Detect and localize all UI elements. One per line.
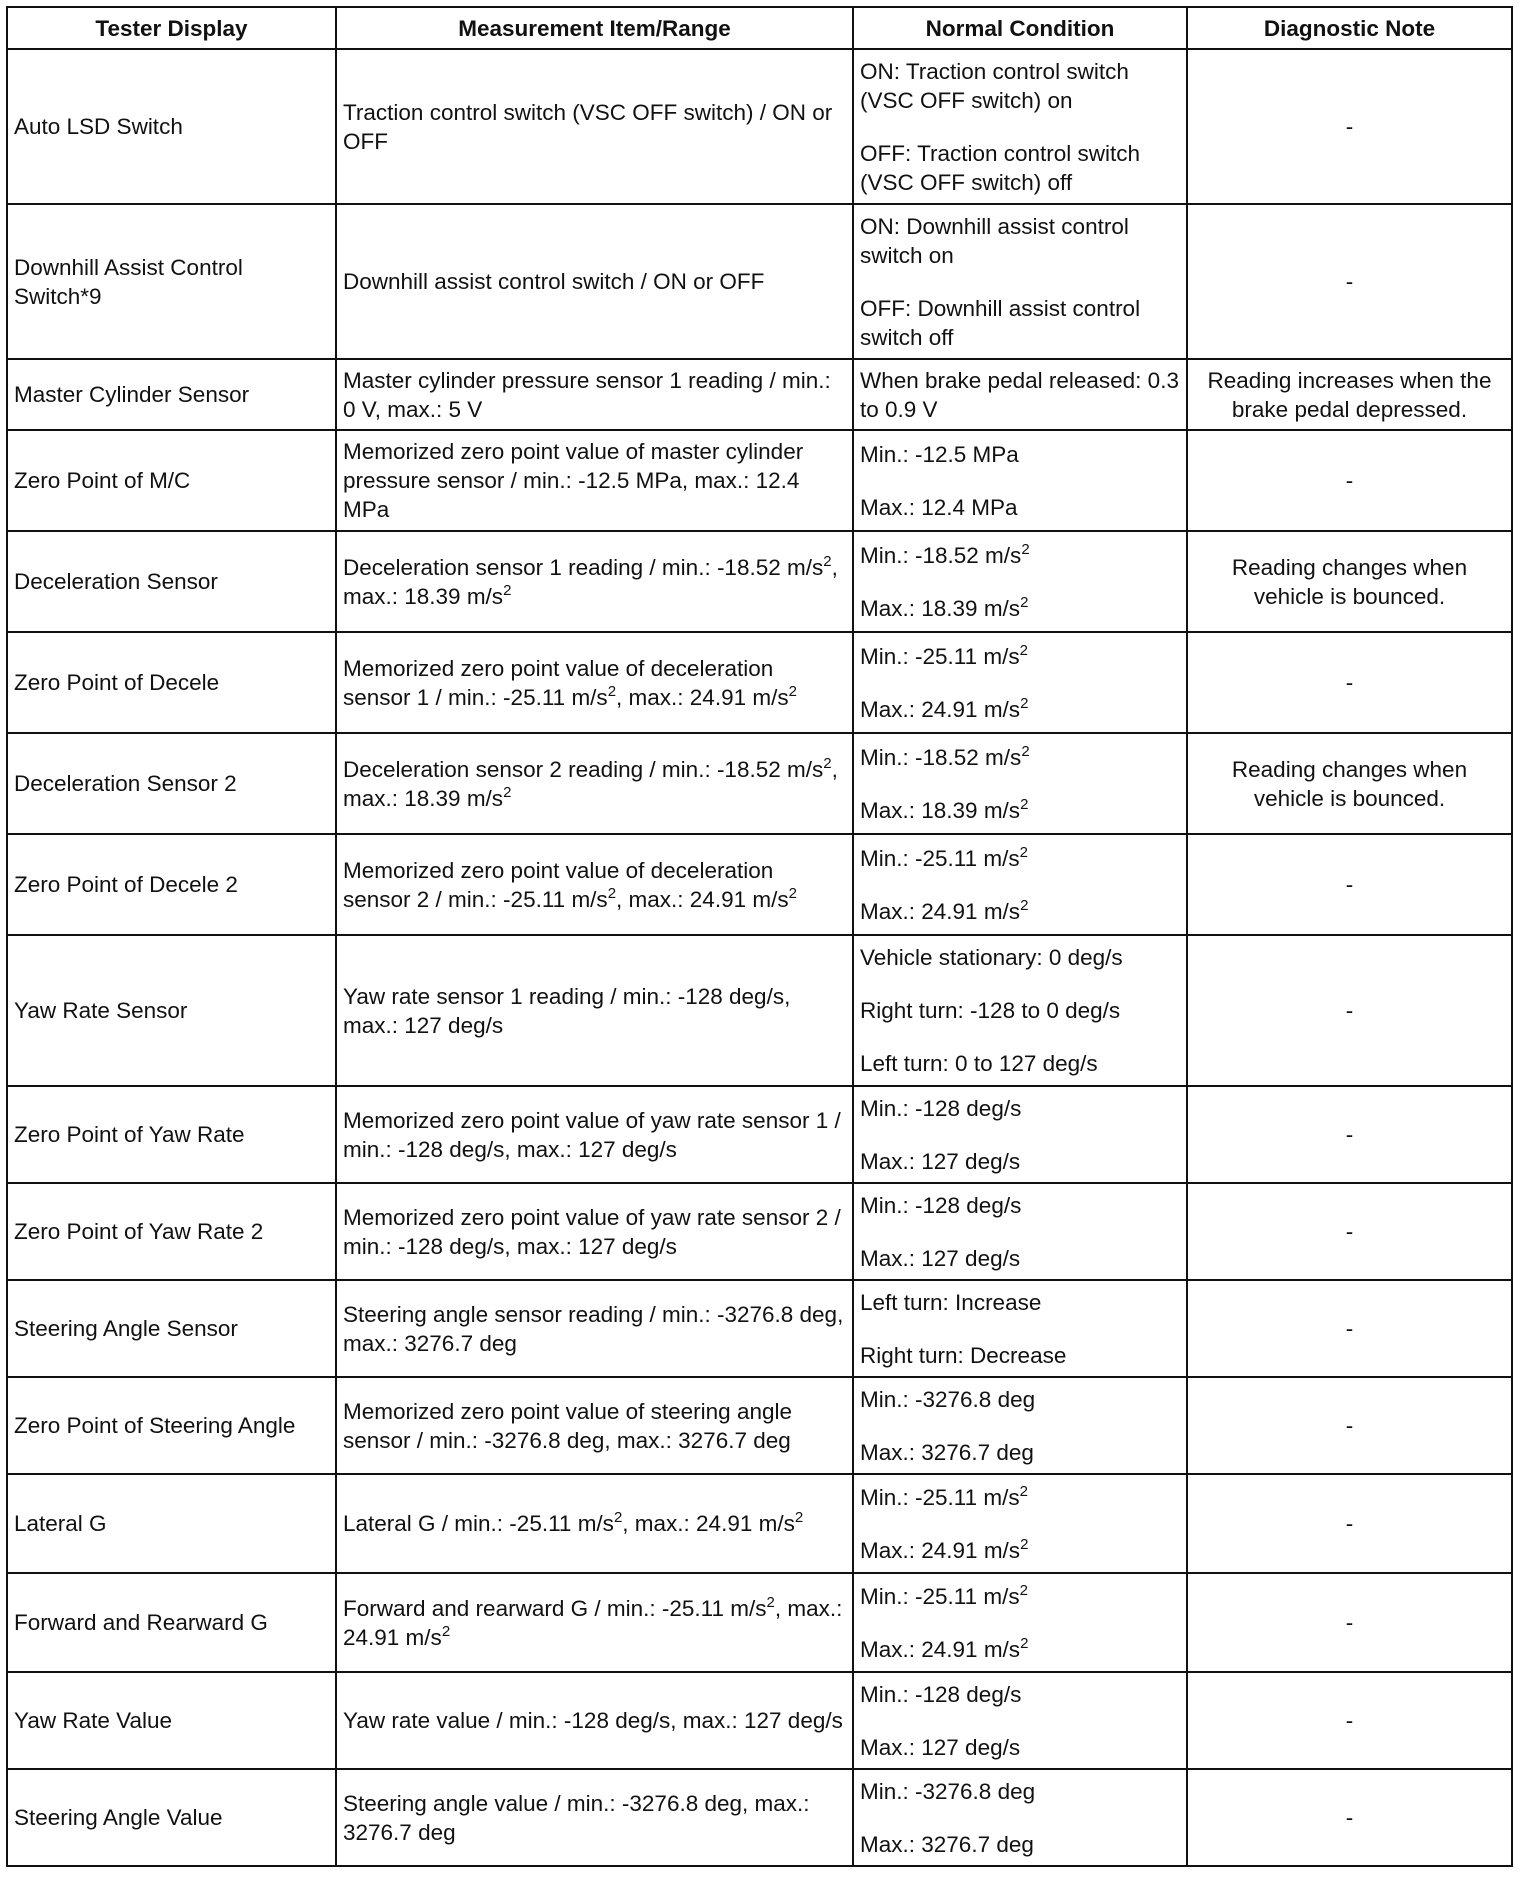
cell-normal-condition xyxy=(853,49,1187,204)
line-gap xyxy=(860,1611,1180,1635)
cell-measurement-item: Memorized zero point value of deceleration sensor 1 / min.: -25.11 $m/s^2$, max.: 24.91 $m/s^2$ xyxy=(336,632,853,733)
cell-normal-condition xyxy=(853,1769,1187,1866)
header-normal-condition: Normal Condition xyxy=(853,7,1187,49)
table-row xyxy=(7,49,1512,204)
line-gap xyxy=(860,1709,1180,1733)
normal-condition-line: Min.: -18.52 $m/s^2$ xyxy=(860,742,1030,770)
cell-tester-display: Downhill Assist Control Switch*9 xyxy=(7,204,336,359)
normal-condition-line: Max.: 127 deg/s xyxy=(860,1734,1021,1760)
line-gap xyxy=(860,1220,1180,1244)
normal-condition-line: Max.: 127 deg/s xyxy=(860,1245,1021,1271)
normal-condition-line: Min.: -25.11 $m/s^2$ xyxy=(860,1482,1028,1510)
cell-diagnostic-note: - xyxy=(1187,935,1512,1086)
superscript-2: 2 xyxy=(441,1622,451,1640)
table-row xyxy=(7,430,1512,531)
cell-normal-condition xyxy=(853,531,1187,632)
normal-condition-line: Right turn: -128 to 0 deg/s xyxy=(860,998,1121,1023)
cell-tester-display: Zero Point of Decele 2 xyxy=(7,834,336,935)
cell-measurement-item: Lateral G / min.: -25.11 $m/s^2$, max.: 24.91 $m/s^2$ xyxy=(336,1474,853,1573)
cell-normal-condition xyxy=(853,1086,1187,1183)
header-tester-display: Tester Display xyxy=(7,7,336,49)
cell-diagnostic-note: - xyxy=(1187,632,1512,733)
cell-diagnostic-note: - xyxy=(1187,1280,1512,1377)
superscript-2: 2 xyxy=(1020,1535,1029,1553)
normal-condition-line: Min.: -25.11 $m/s^2$ xyxy=(860,641,1028,669)
cell-measurement-item: Memorized zero point value of yaw rate sensor 2 / min.: -128 deg/s, max.: 127 deg/s xyxy=(336,1183,853,1280)
cell-measurement-item: Steering angle sensor reading / min.: -3276.8 deg, max.: 3276.7 deg xyxy=(336,1280,853,1377)
cell-measurement-item: Master cylinder pressure sensor 1 reading / min.: 0 V, max.: 5 V xyxy=(336,359,853,430)
cell-diagnostic-note: - xyxy=(1187,430,1512,531)
normal-condition-line: OFF: Downhill assist control switch off xyxy=(860,295,1141,350)
cell-measurement-item: Yaw rate sensor 1 reading / min.: -128 deg/s, max.: 127 deg/s xyxy=(336,935,853,1086)
cell-normal-condition xyxy=(853,834,1187,935)
table-body xyxy=(7,49,1512,1866)
cell-diagnostic-note: - xyxy=(1187,1474,1512,1573)
cell-tester-display: Steering Angle Sensor xyxy=(7,1280,336,1377)
cell-tester-display: Yaw Rate Sensor xyxy=(7,935,336,1086)
cell-normal-condition xyxy=(853,632,1187,733)
header-measurement-item: Measurement Item/Range xyxy=(336,7,853,49)
table-row xyxy=(7,1183,1512,1280)
table-row xyxy=(7,531,1512,632)
normal-condition-line: Min.: -128 deg/s xyxy=(860,1095,1022,1121)
normal-condition-line: Max.: 127 deg/s xyxy=(860,1148,1021,1174)
cell-tester-display: Forward and Rearward G xyxy=(7,1573,336,1672)
cell-diagnostic-note: - xyxy=(1187,1183,1512,1280)
normal-condition-line: Min.: -3276.8 deg xyxy=(860,1778,1036,1804)
cell-measurement-item: Memorized zero point value of deceleration sensor 2 / min.: -25.11 $m/s^2$, max.: 24.91 $m/s^2$ xyxy=(336,834,853,935)
normal-condition-line: Max.: 18.39 $m/s^2$ xyxy=(860,593,1029,621)
line-gap xyxy=(860,772,1180,796)
normal-condition-line: Max.: 24.91 $m/s^2$ xyxy=(860,694,1029,722)
table-row xyxy=(7,1280,1512,1377)
cell-normal-condition xyxy=(853,204,1187,359)
table-row xyxy=(7,1086,1512,1183)
cell-diagnostic-note: Reading changes when vehicle is bounced. xyxy=(1187,733,1512,834)
cell-tester-display: Zero Point of Decele xyxy=(7,632,336,733)
superscript-2: 2 xyxy=(1021,540,1030,558)
line-gap xyxy=(860,972,1180,996)
cell-diagnostic-note: - xyxy=(1187,1769,1512,1866)
superscript-2: 2 xyxy=(766,1593,775,1611)
superscript-2: 2 xyxy=(1020,896,1029,914)
normal-condition-line: Max.: 3276.7 deg xyxy=(860,1831,1034,1857)
cell-diagnostic-note: - xyxy=(1187,1377,1512,1474)
cell-tester-display: Zero Point of M/C xyxy=(7,430,336,531)
normal-condition-line: Min.: -25.11 $m/s^2$ xyxy=(860,843,1028,871)
superscript-2: 2 xyxy=(613,1509,623,1526)
normal-condition-line: Max.: 12.4 MPa xyxy=(860,494,1018,520)
cell-measurement-item: Steering angle value / min.: -3276.8 deg, max.: 3276.7 deg xyxy=(336,1769,853,1866)
cell-tester-display: Auto LSD Switch xyxy=(7,49,336,204)
table-header-row xyxy=(7,7,1512,49)
line-gap xyxy=(860,1025,1180,1049)
normal-condition-line: OFF: Traction control switch (VSC OFF switch) off xyxy=(860,140,1141,195)
superscript-2: 2 xyxy=(1021,742,1030,760)
cell-tester-display: Zero Point of Yaw Rate xyxy=(7,1086,336,1183)
normal-condition-line: Min.: -3276.8 deg xyxy=(860,1386,1036,1412)
cell-diagnostic-note: Reading increases when the brake pedal depressed. xyxy=(1187,359,1512,430)
cell-tester-display: Master Cylinder Sensor xyxy=(7,359,336,430)
superscript-2: 2 xyxy=(794,1509,804,1526)
line-gap xyxy=(860,469,1180,493)
superscript-2: 2 xyxy=(823,754,832,772)
normal-condition-line: When brake pedal released: 0.3 to 0.9 V xyxy=(860,367,1179,422)
cell-normal-condition xyxy=(853,359,1187,430)
superscript-2: 2 xyxy=(1020,694,1029,712)
table-row xyxy=(7,632,1512,733)
normal-condition-line: Vehicle stationary: 0 deg/s xyxy=(860,945,1123,970)
normal-condition-line: ON: Traction control switch (VSC OFF switch) on xyxy=(860,58,1129,113)
superscript-2: 2 xyxy=(1020,1634,1029,1652)
line-gap xyxy=(860,873,1180,897)
cell-normal-condition xyxy=(853,1280,1187,1377)
table-row xyxy=(7,1769,1512,1866)
table-row xyxy=(7,1573,1512,1672)
cell-measurement-item: Traction control switch (VSC OFF switch) / ON or OFF xyxy=(336,49,853,204)
cell-tester-display: Lateral G xyxy=(7,1474,336,1573)
cell-tester-display: Zero Point of Steering Angle xyxy=(7,1377,336,1474)
cell-diagnostic-note: - xyxy=(1187,204,1512,359)
line-gap xyxy=(860,671,1180,695)
table-row xyxy=(7,204,1512,359)
normal-condition-line: Min.: -25.11 $m/s^2$ xyxy=(860,1581,1028,1609)
cell-diagnostic-note: - xyxy=(1187,1086,1512,1183)
cell-normal-condition xyxy=(853,733,1187,834)
normal-condition-line: Left turn: 0 to 127 deg/s xyxy=(860,1051,1098,1076)
cell-tester-display: Steering Angle Value xyxy=(7,1769,336,1866)
cell-tester-display: Yaw Rate Value xyxy=(7,1672,336,1769)
cell-measurement-item: Memorized zero point value of steering angle sensor / min.: -3276.8 deg, max.: 3276.7 deg xyxy=(336,1377,853,1474)
cell-tester-display: Deceleration Sensor xyxy=(7,531,336,632)
cell-measurement-item: Downhill assist control switch / ON or OFF xyxy=(336,204,853,359)
superscript-2: 2 xyxy=(788,884,797,902)
cell-diagnostic-note: - xyxy=(1187,49,1512,204)
normal-condition-line: Max.: 24.91 $m/s^2$ xyxy=(860,1634,1029,1662)
line-gap xyxy=(860,570,1180,594)
superscript-2: 2 xyxy=(1020,593,1029,611)
table-row xyxy=(7,1672,1512,1769)
superscript-2: 2 xyxy=(503,783,512,801)
table-row xyxy=(7,1377,1512,1474)
normal-condition-line: Right turn: Decrease xyxy=(860,1342,1067,1368)
cell-measurement-item: Memorized zero point value of master cylinder pressure sensor / min.: -12.5 MPa, max.: 12.4 MPa xyxy=(336,430,853,531)
cell-diagnostic-note: - xyxy=(1187,1672,1512,1769)
superscript-2: 2 xyxy=(1019,1482,1028,1500)
table-row xyxy=(7,359,1512,430)
superscript-2: 2 xyxy=(1019,843,1028,861)
cell-tester-display: Deceleration Sensor 2 xyxy=(7,733,336,834)
cell-normal-condition xyxy=(853,1474,1187,1573)
cell-normal-condition xyxy=(853,935,1187,1086)
normal-condition-line: Max.: 24.91 $m/s^2$ xyxy=(860,896,1029,924)
cell-diagnostic-note: - xyxy=(1187,1573,1512,1672)
line-gap xyxy=(860,115,1180,139)
line-gap xyxy=(860,1123,1180,1147)
superscript-2: 2 xyxy=(503,581,512,599)
table-row xyxy=(7,733,1512,834)
line-gap xyxy=(860,270,1180,294)
cell-measurement-item: Memorized zero point value of yaw rate sensor 1 / min.: -128 deg/s, max.: 127 deg/s xyxy=(336,1086,853,1183)
cell-normal-condition xyxy=(853,1183,1187,1280)
cell-measurement-item: Deceleration sensor 1 reading / min.: -18.52 $m/s^2$, max.: 18.39 $m/s^2$ xyxy=(336,531,853,632)
diagnostic-data-table xyxy=(6,6,1513,1867)
cell-normal-condition xyxy=(853,1377,1187,1474)
cell-measurement-item: Yaw rate value / min.: -128 deg/s, max.: 127 deg/s xyxy=(336,1672,853,1769)
cell-measurement-item: Forward and rearward G / min.: -25.11 $m/s^2$, max.: 24.91 $m/s^2$ xyxy=(336,1573,853,1672)
line-gap xyxy=(860,1806,1180,1830)
normal-condition-line: Min.: -18.52 $m/s^2$ xyxy=(860,540,1030,568)
normal-condition-line: Min.: -12.5 MPa xyxy=(860,441,1019,467)
line-gap xyxy=(860,1414,1180,1438)
cell-normal-condition xyxy=(853,430,1187,531)
table-row xyxy=(7,935,1512,1086)
superscript-2: 2 xyxy=(788,682,797,700)
normal-condition-line: ON: Downhill assist control switch on xyxy=(860,213,1129,268)
superscript-2: 2 xyxy=(1019,641,1028,659)
normal-condition-line: Max.: 24.91 $m/s^2$ xyxy=(860,1535,1029,1563)
superscript-2: 2 xyxy=(823,552,832,570)
cell-diagnostic-note: Reading changes when vehicle is bounced. xyxy=(1187,531,1512,632)
superscript-2: 2 xyxy=(1020,795,1029,813)
normal-condition-line: Max.: 3276.7 deg xyxy=(860,1439,1034,1465)
superscript-2: 2 xyxy=(607,884,617,902)
superscript-2: 2 xyxy=(607,682,617,700)
table-row xyxy=(7,1474,1512,1573)
cell-measurement-item: Deceleration sensor 2 reading / min.: -18.52 $m/s^2$, max.: 18.39 $m/s^2$ xyxy=(336,733,853,834)
cell-normal-condition xyxy=(853,1672,1187,1769)
normal-condition-line: Min.: -128 deg/s xyxy=(860,1192,1022,1218)
cell-tester-display: Zero Point of Yaw Rate 2 xyxy=(7,1183,336,1280)
normal-condition-line: Min.: -128 deg/s xyxy=(860,1681,1022,1707)
cell-normal-condition xyxy=(853,1573,1187,1672)
superscript-2: 2 xyxy=(1019,1581,1028,1599)
line-gap xyxy=(860,1512,1180,1536)
header-diagnostic-note: Diagnostic Note xyxy=(1187,7,1512,49)
normal-condition-line: Max.: 18.39 $m/s^2$ xyxy=(860,795,1029,823)
normal-condition-line: Left turn: Increase xyxy=(860,1289,1042,1315)
line-gap xyxy=(860,1317,1180,1341)
table-row xyxy=(7,834,1512,935)
cell-diagnostic-note: - xyxy=(1187,834,1512,935)
